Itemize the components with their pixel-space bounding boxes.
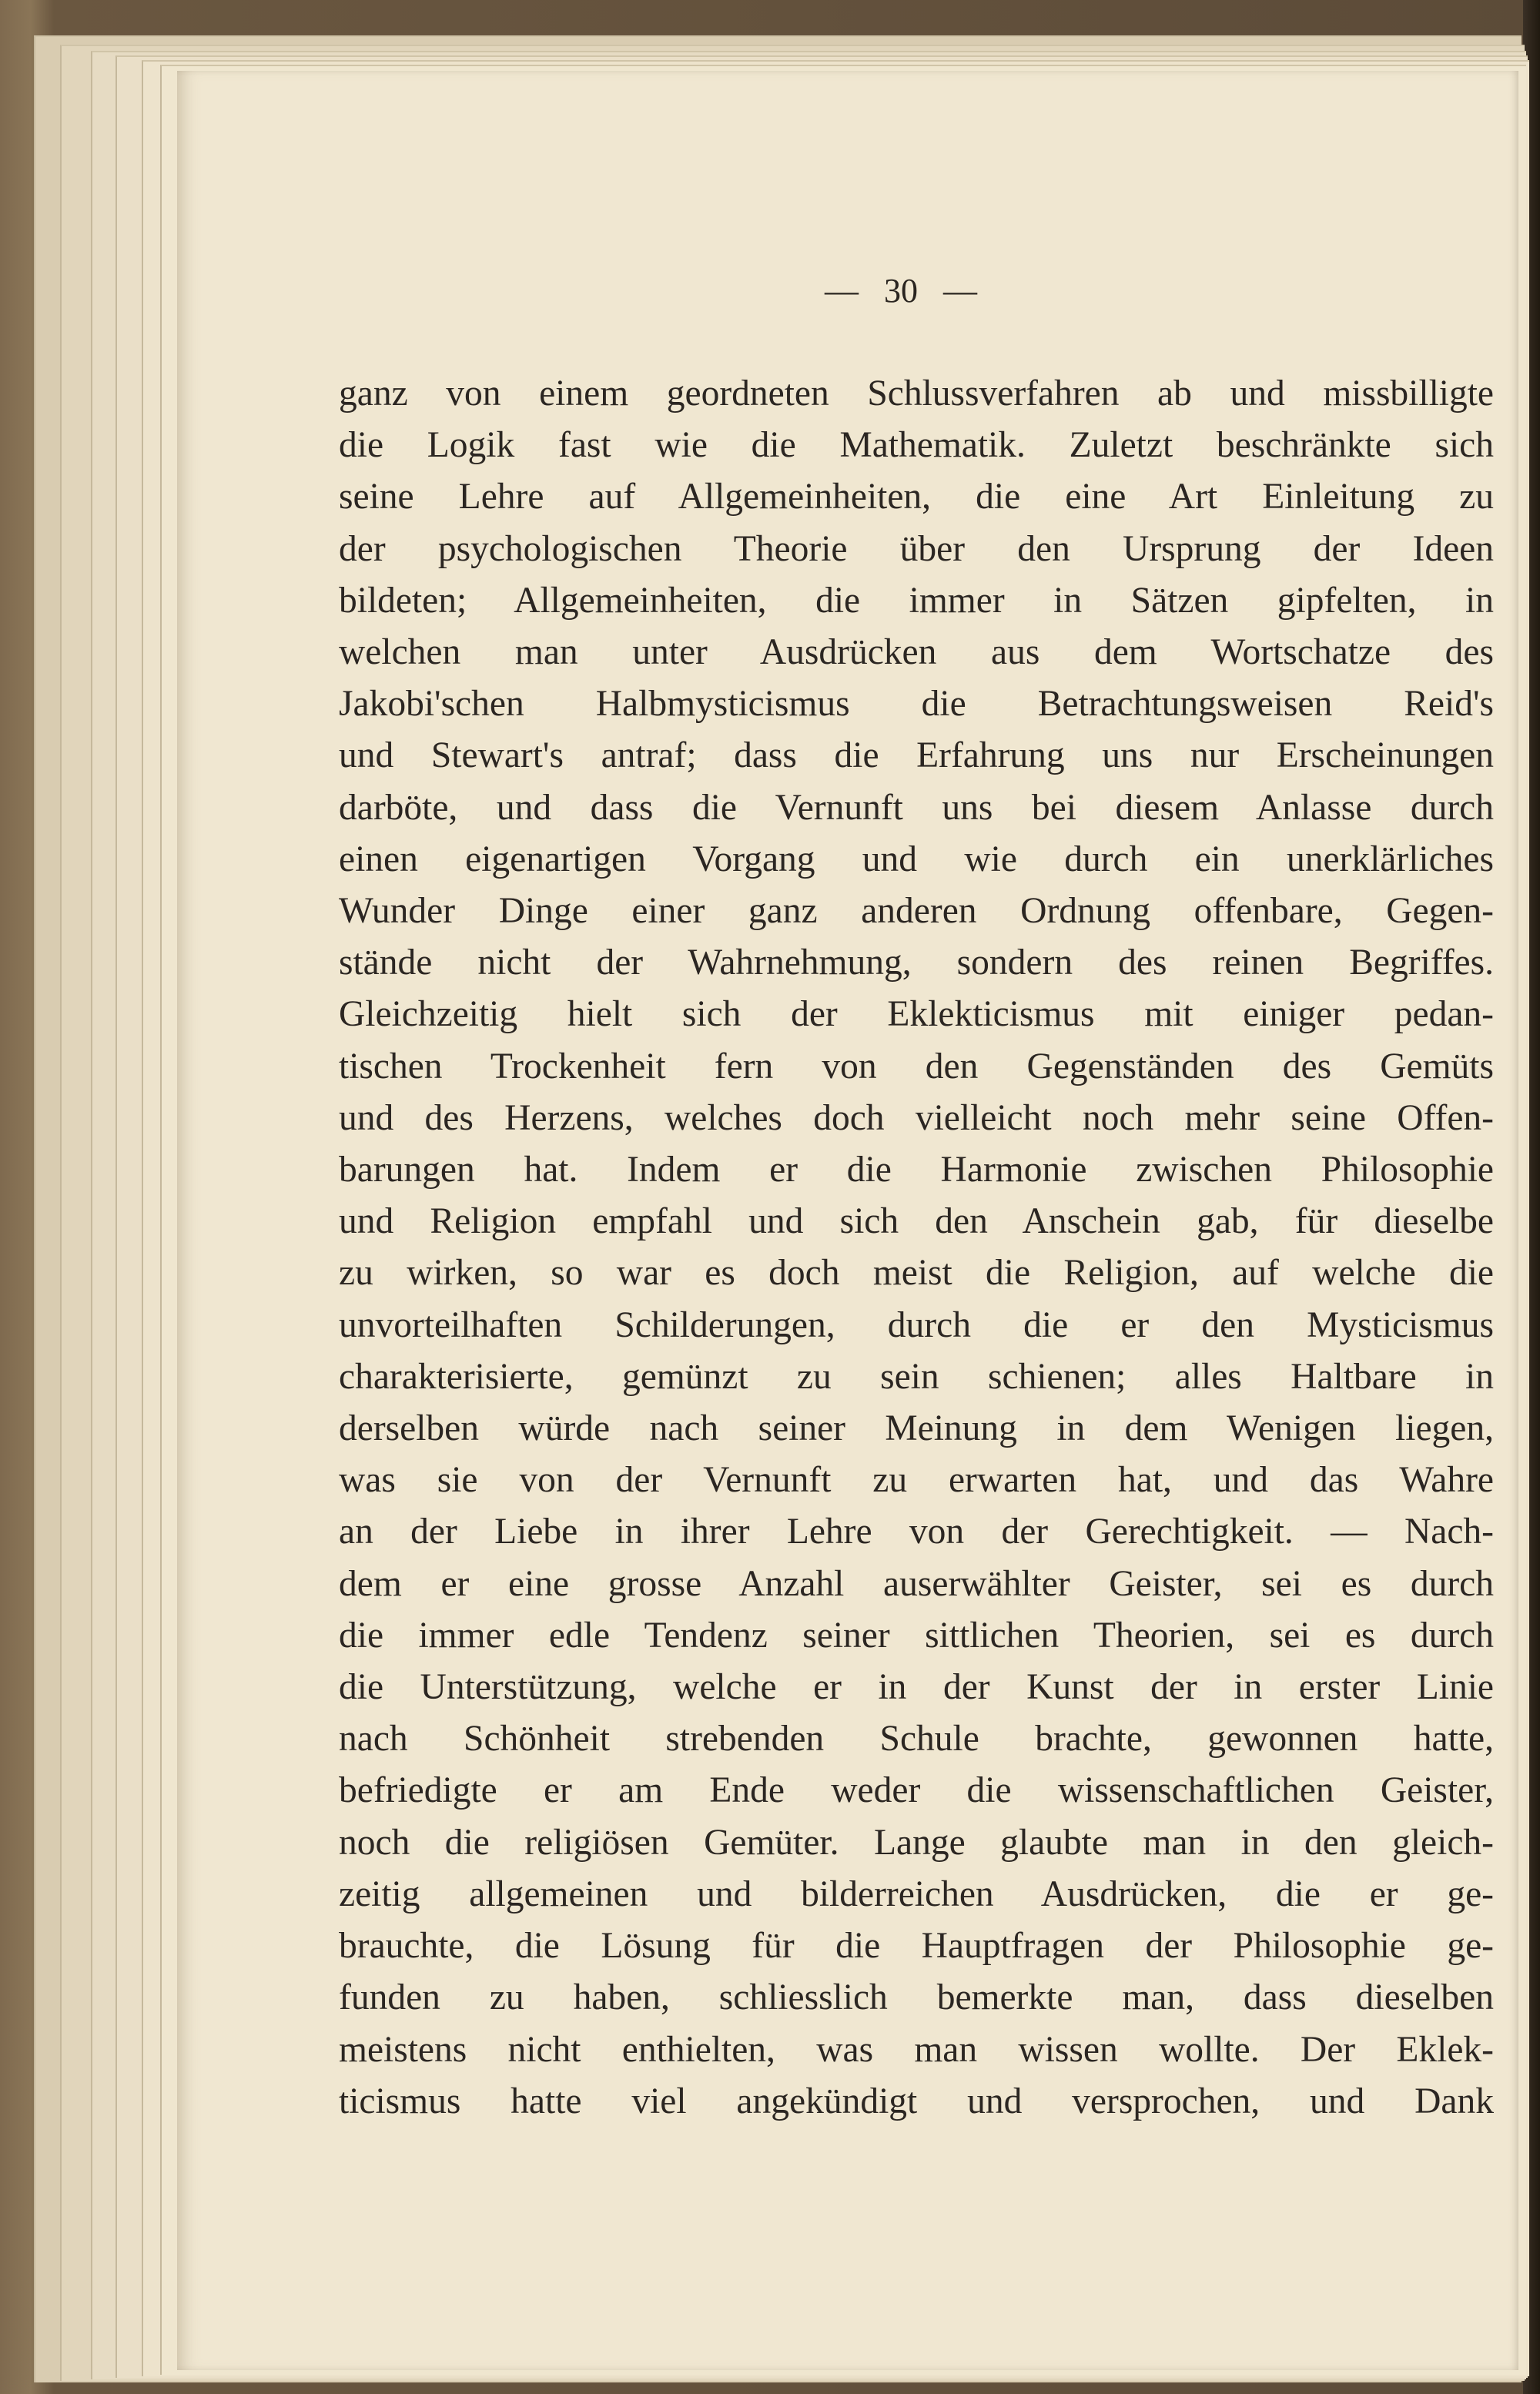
text-line: unvorteilhaften Schilderungen, durch die er den Mysticismus bbox=[339, 1304, 1494, 1345]
text-line: darböte, und dass die Vernunft uns bei diesem Anlasse durch bbox=[339, 787, 1494, 828]
text-line: die immer edle Tendenz seiner sittlichen Theorien, sei es durch bbox=[339, 1615, 1494, 1656]
text-line: befriedigte er am Ende weder die wissenschaftlichen Geister, bbox=[339, 1770, 1494, 1811]
text-line: nach Schönheit strebenden Schule brachte, gewonnen hatte, bbox=[339, 1719, 1494, 1760]
text-line: was sie von der Vernunft zu erwarten hat, und das Wahre bbox=[339, 1460, 1494, 1501]
page-number-header: — 30 — bbox=[825, 272, 977, 310]
text-line: charakterisierte, gemünzt zu sein schienen; alles Haltbare in bbox=[339, 1356, 1494, 1397]
body-text bbox=[339, 368, 1494, 2128]
text-line: bildeten; Allgemeinheiten, die immer in Sätzen gipfelten, in bbox=[339, 580, 1494, 621]
text-line: brauchte, die Lösung für die Hauptfragen der Philosophie ge- bbox=[339, 1926, 1494, 1967]
text-line: Gleichzeitig hielt sich der Eklekticismus mit einiger pedan- bbox=[339, 994, 1494, 1035]
text-line: barungen hat. Indem er die Harmonie zwischen Philosophie bbox=[339, 1150, 1494, 1190]
text-line: und des Herzens, welches doch vielleicht noch mehr seine Offen- bbox=[339, 1097, 1494, 1138]
text-line: noch die religiösen Gemüter. Lange glaubte man in den gleich- bbox=[339, 1822, 1494, 1863]
text-line: Jakobi'schen Halbmysticismus die Betrachtungsweisen Reid's bbox=[339, 684, 1494, 725]
text-line: stände nicht der Wahrnehmung, sondern des reinen Begriffes. bbox=[339, 943, 1494, 983]
text-line: zeitig allgemeinen und bilderreichen Ausdrücken, die er ge- bbox=[339, 1873, 1494, 1914]
text-line: welchen man unter Ausdrücken aus dem Wortschatze des bbox=[339, 632, 1494, 673]
text-line: und Religion empfahl und sich den Anschein gab, für dieselbe bbox=[339, 1201, 1494, 1242]
text-line: tischen Trockenheit fern von den Gegenständen des Gemüts bbox=[339, 1046, 1494, 1087]
text-line: ganz von einem geordneten Schlussverfahren ab und missbilligte bbox=[339, 373, 1494, 414]
text-line: meistens nicht enthielten, was man wissen wollte. Der Eklek- bbox=[339, 2029, 1494, 2070]
text-line: derselben würde nach seiner Meinung in dem Wenigen liegen, bbox=[339, 1408, 1494, 1449]
text-line: die Logik fast wie die Mathematik. Zuletzt beschränkte sich bbox=[339, 425, 1494, 466]
text-line: ticismus hatte viel angekündigt und versprochen, und Dank bbox=[339, 2081, 1494, 2121]
text-line: und Stewart's antraf; dass die Erfahrung uns nur Erscheinungen bbox=[339, 735, 1494, 776]
text-line: Wunder Dinge einer ganz anderen Ordnung offenbare, Gegen- bbox=[339, 891, 1494, 932]
text-line: der psychologischen Theorie über den Ursprung der Ideen bbox=[339, 528, 1494, 569]
text-line: funden zu haben, schliesslich bemerkte man, dass dieselben bbox=[339, 1977, 1494, 2018]
text-line: die Unterstützung, welche er in der Kunst der in erster Linie bbox=[339, 1667, 1494, 1708]
text-line: seine Lehre auf Allgemeinheiten, die eine Art Einleitung zu bbox=[339, 477, 1494, 517]
text-line: dem er eine grosse Anzahl auserwählter Geister, sei es durch bbox=[339, 1563, 1494, 1604]
text-line: an der Liebe in ihrer Lehre von der Gerechtigkeit. — Nach- bbox=[339, 1512, 1494, 1552]
text-line: einen eigenartigen Vorgang und wie durch ein unerklärliches bbox=[339, 839, 1494, 879]
text-line: zu wirken, so war es doch meist die Religion, auf welche die bbox=[339, 1253, 1494, 1294]
